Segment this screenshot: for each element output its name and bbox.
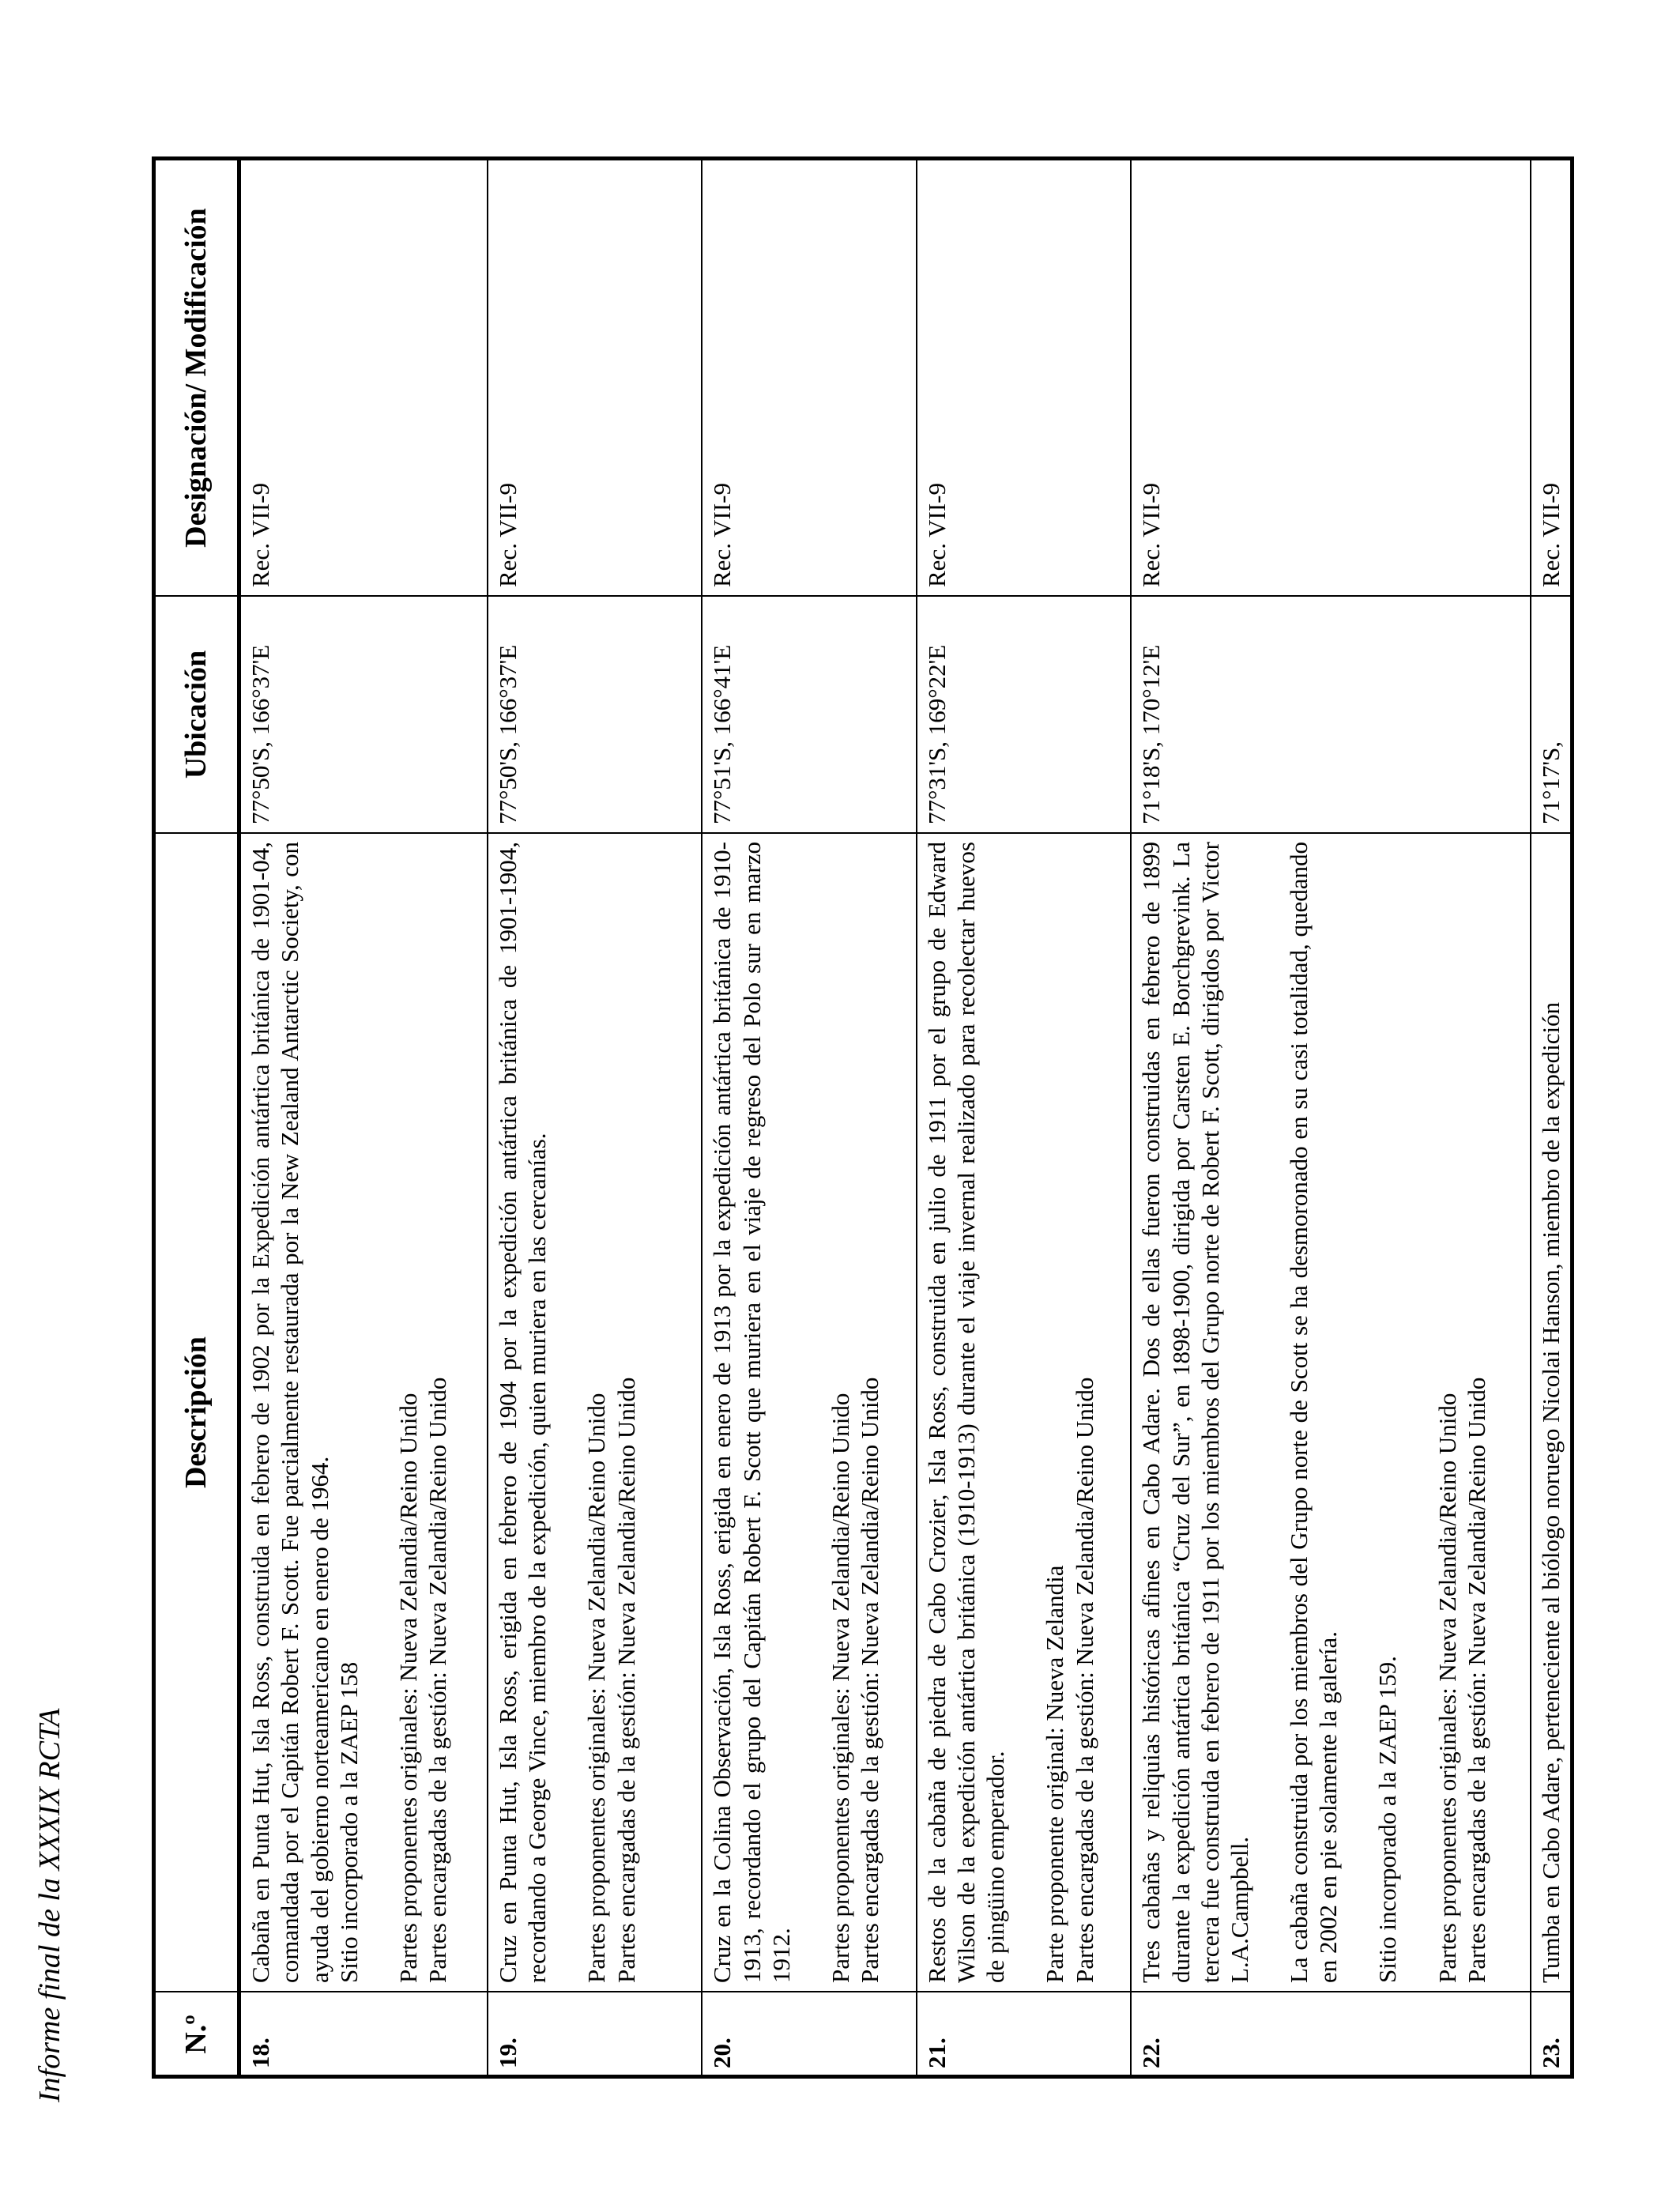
table-row [1531,160,1570,2075]
column-header-designation: Designación/ Modificación [179,208,213,548]
description-paragraph: Partes encargadas de la gestión: Nueva Zelandia/Reino Unido [1462,1377,1490,1983]
description-paragraph: Sitio incorporado a la ZAEP 159. [1373,1656,1402,1983]
table-row [241,160,488,2075]
description-paragraph: Cabaña en Punta Hut, Isla Ross, construida en febrero de 1902 por la Expedición antártica británica de 1901-04, comandada por el Capitán Robert F. Scott. Fue parcialmente restaurada por la New Zealand Antarctic Society, con ayuda del gobierno norteamericano en enero de 1964. [247,842,333,1983]
site-number: 22. [1132,1991,1529,2075]
description-paragraph: La cabaña construida por los miembros del Grupo norte de Scott se ha desmoronado en su casi totalidad, quedando en 2002 en pie solamente la galería. [1285,842,1343,1983]
table-row [917,160,1132,2075]
site-designation: Rec. VII-9 [1536,483,1565,587]
site-number: 21. [917,1991,1130,2075]
description-paragraph: Parte proponente original: Nueva Zelandia [1041,1565,1069,1983]
description-paragraph: Partes encargadas de la gestión: Nueva Zelandia/Reino Unido [1070,1377,1098,1983]
site-number: 20. [703,1991,915,2075]
table-row [488,160,703,2075]
site-designation: Rec. VII-9 [494,483,522,587]
site-location: 77°50'S, 166°37'E [488,595,701,832]
column-header-location: Ubicación [156,595,237,832]
site-location: 77°31'S, 169°22'E [917,595,1130,832]
site-description [1531,832,1570,1991]
description-paragraph: Partes proponentes originales: Nueva Zelandia/Reino Unido [394,1393,422,1983]
site-description [917,832,1130,1991]
site-location: 71°18'S, 170°12'E [1132,595,1529,832]
description-paragraph: Partes proponentes originales: Nueva Zelandia/Reino Unido [827,1393,854,1983]
page-header-title: Informe final de la XXXIX RCTA [33,1708,66,2102]
site-number: 23. [1531,1991,1570,2075]
site-location: 71°17'S, [1531,595,1570,832]
site-description [241,832,487,1991]
description-paragraph: Tres cabañas y reliquias históricas afines en Cabo Adare. Dos de ellas fueron construidas en febrero de 1899 durante la expedición antártica británica “Cruz del Sur”, en 1898-1900, dirigida por Carsten E. Borchgrevink. La tercera fue construida en febrero de 1911 por los miembros del Grupo norte de Robert F. Scott, dirigidos por Victor L.A.Campbell. [1137,842,1253,1983]
site-description [703,832,915,1991]
site-number: 18. [241,1991,487,2075]
site-designation: Rec. VII-9 [922,483,951,587]
site-description [1132,832,1529,1991]
description-paragraph: Partes encargadas de la gestión: Nueva Zelandia/Reino Unido [424,1377,452,1983]
site-number: 19. [488,1991,701,2075]
description-paragraph: Partes proponentes originales: Nueva Zelandia/Reino Unido [582,1393,611,1983]
site-location: 77°50'S, 166°37'E [241,595,487,832]
site-designation: Rec. VII-9 [1137,483,1166,587]
description-paragraph: Partes encargadas de la gestión: Nueva Zelandia/Reino Unido [856,1377,884,1983]
description-paragraph: Cruz en Punta Hut, Isla Ross, erigida en febrero de 1904 por la expedición antártica británica de 1901-1904, recordando a George Vince, miembro de la expedición, quien muriera en las cercanías. [494,842,552,1983]
site-location: 77°51'S, 166°41'E [703,595,915,832]
site-designation: Rec. VII-9 [247,483,275,587]
site-description [488,832,701,1991]
description-paragraph: Restos de la cabaña de piedra de Cabo Crozier, Isla Ross, construida en julio de 1911 por el grupo de Edward Wilson de la expedición antártica británica (1910-1913) durante el viaje invernal realizado para recolectar huevos de pingüino emperador. [922,842,1010,1983]
site-designation: Rec. VII-9 [708,483,736,587]
description-paragraph: Tumba en Cabo Adare, perteneciente al biólogo noruego Nicolai Hanson, miembro de la expedición [1536,1001,1565,1983]
table-row [703,160,917,2075]
table-row [1132,160,1531,2075]
description-paragraph: Partes encargadas de la gestión: Nueva Zelandia/Reino Unido [612,1377,640,1983]
description-paragraph: Partes proponentes originales: Nueva Zelandia/Reino Unido [1433,1393,1461,1983]
column-header-number: N.º [156,1991,237,2075]
historic-sites-table [152,156,1574,2079]
table-header-row [156,160,241,2075]
column-header-description: Descripción [156,832,237,1991]
description-paragraph: Sitio incorporado a la ZAEP 158 [334,1661,363,1983]
description-paragraph: Cruz en la Colina Observación, Isla Ross, erigida en enero de 1913 por la expedición antártica británica de 1910-1913, recordando el grupo del Capitán Robert F. Scott que muriera en el viaje de regreso del Polo sur en marzo 1912. [708,842,795,1983]
